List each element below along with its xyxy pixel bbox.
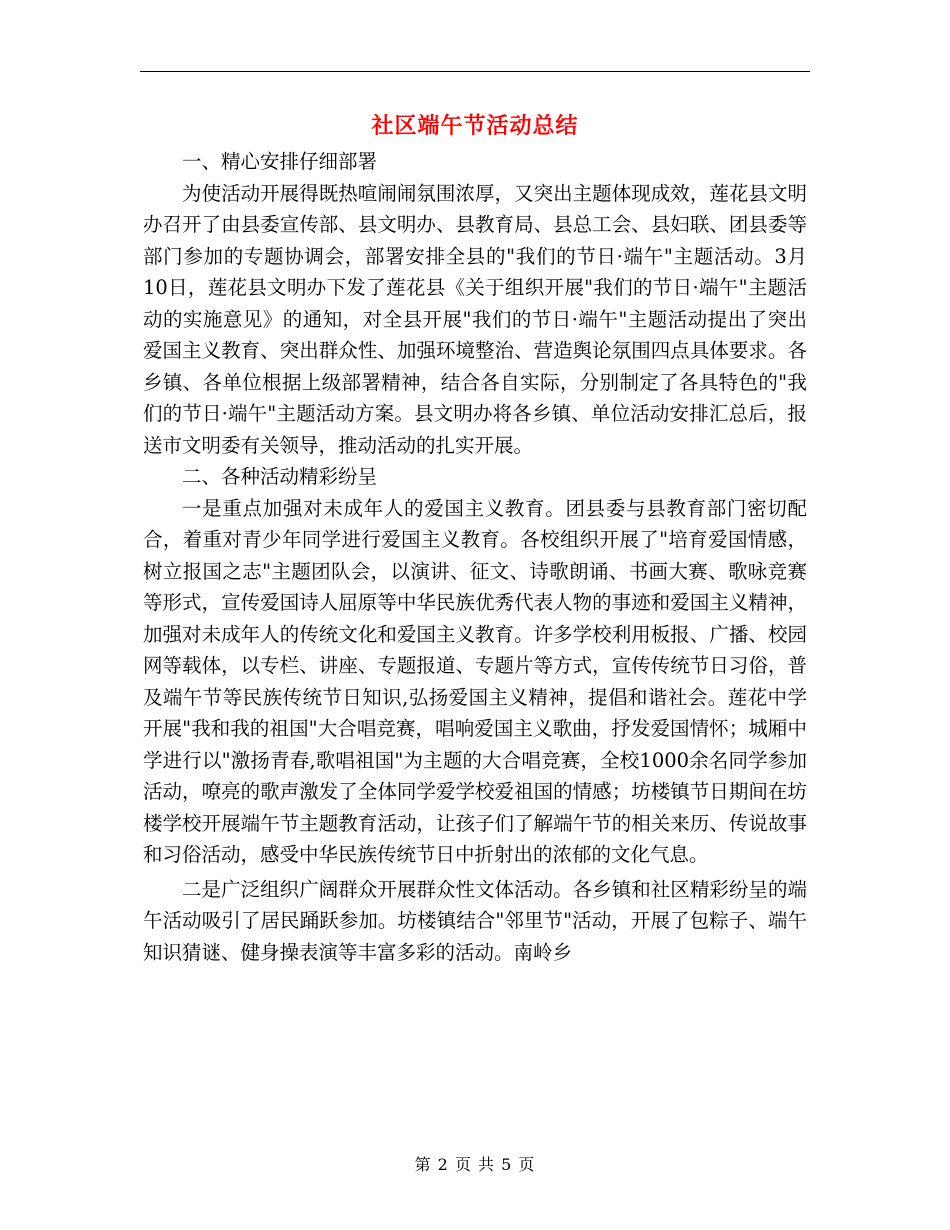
paragraph-3: 二是广泛组织广阔群众开展群众性文体活动。各乡镇和社区精彩纷呈的端午活动吸引了居民踊跃参加。坊楼镇结合"邻里节"活动，开展了包粽子、端午知识猜谜、健身操表演等丰富多彩的活动。南岭乡 bbox=[143, 877, 807, 964]
header-rule bbox=[140, 71, 810, 72]
paragraph-1: 为使活动开展得既热喧闹闹氛围浓厚，又突出主题体现成效，莲花县文明办召开了由县委宣传部、县文明办、县教育局、县总工会、县妇联、团县委等部门参加的专题协调会，部署安排全县的"我们的节日·端午"主题活动。3月10日，莲花县文明办下发了莲花县《关于组织开展"我们的节日·端午"主题活动的实施意见》的通知，对全县开展"我们的节日·端午"主题活动提出了突出爱国主义教育、突出群众性、加强环境整治、营造舆论氛围四点具体要求。各乡镇、各单位根据上级部署精神，结合各自实际，分别制定了各具特色的"我们的节日·端午"主题活动方案。县文明办将各乡镇、单位活动安排汇总后，报送市文明委有关领导，推动活动的扎实开展。 bbox=[143, 181, 807, 457]
page-footer: 第 2 页 共 5 页 bbox=[414, 1155, 536, 1174]
section-heading-1: 一、精心安排仔细部署 bbox=[182, 150, 378, 173]
document-title: 社区端午节活动总结 bbox=[371, 113, 579, 139]
paragraph-2: 一是重点加强对未成年人的爱国主义教育。团县委与县教育部门密切配合，着重对青少年同学进行爱国主义教育。各校组织开展了"培育爱国情感，树立报国之志"主题团队会，以演讲、征文、诗歌朗诵、书画大赛、歌咏竞赛等形式，宣传爱国诗人屈原等中华民族优秀代表人物的事迹和爱国主义精神，加强对未成年人的传统文化和爱国主义教育。许多学校利用板报、广播、校园网等载体，以专栏、讲座、专题报道、专题片等方式，宣传传统节日习俗，普及端午节等民族传统节日知识,弘扬爱国主义精神，提倡和谐社会。莲花中学开展"我和我的祖国"大合唱竞赛，唱响爱国主义歌曲，抒发爱国情怀；城厢中学进行以"激扬青春,歌唱祖国"为主题的大合唱竞赛，全校1000余名同学参加活动，嘹亮的歌声激发了全体同学爱学校爱祖国的情感；坊楼镇节日期间在坊楼学校开展端午节主题教育活动，让孩子们了解端午节的相关来历、传说故事和习俗活动，感受中华民族传统节日中折射出的浓郁的文化气息。 bbox=[143, 496, 807, 866]
document-body bbox=[143, 146, 807, 968]
section-heading-2: 二、各种活动精彩纷呈 bbox=[182, 465, 378, 488]
